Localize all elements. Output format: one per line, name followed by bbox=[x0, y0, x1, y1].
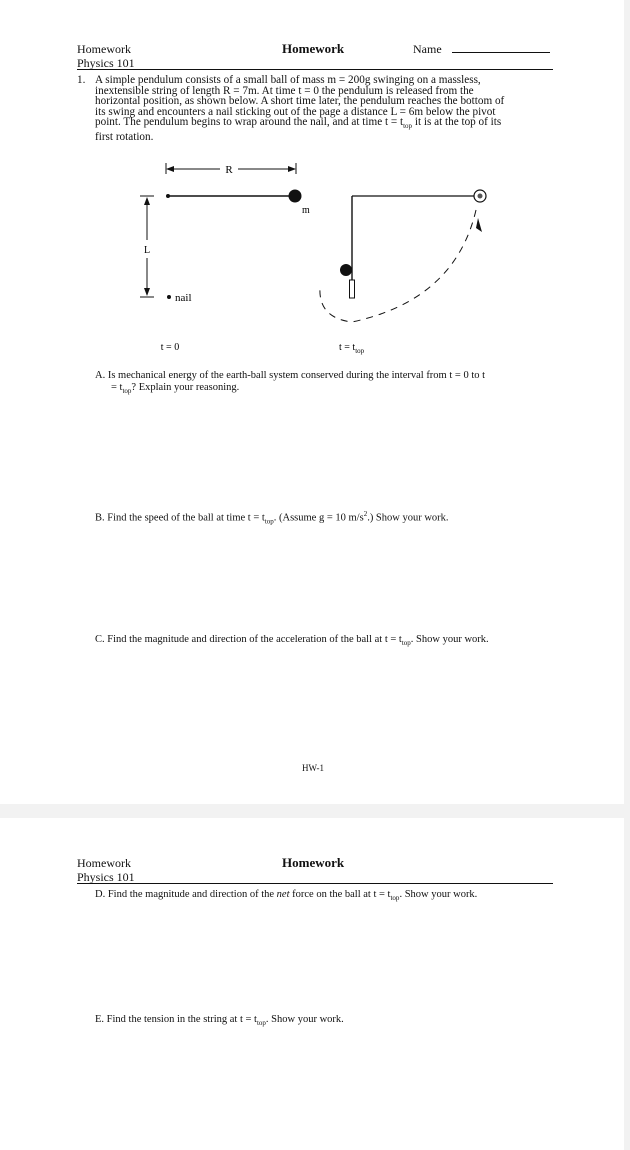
question-c: C. Find the magnitude and direction of the acceleration of the ball at $t = t_{top}$. Show your work. bbox=[95, 634, 489, 648]
mass-label: m bbox=[302, 205, 310, 216]
problem-line: inextensible string of length R = 7m. At time t = 0 the pendulum is released from the bbox=[95, 84, 474, 97]
problem-line: A simple pendulum consists of a small ball of mass m = 200g swinging on a massless, bbox=[95, 74, 481, 86]
r-label: R bbox=[225, 164, 233, 176]
problem-line: horizontal position, as shown below. A short time later, the pendulum reaches the bottom of bbox=[95, 95, 505, 108]
page-number: HW-1 bbox=[302, 763, 324, 773]
problem-number: 1. bbox=[77, 74, 86, 86]
question-d: D. Find the magnitude and direction of the net force on the ball at $t = t_{top}$. Show your work. bbox=[95, 889, 478, 903]
problem-line: its swing and encounters a nail sticking out of the page a distance L = 6m below the pivot bbox=[95, 105, 496, 118]
ball-top bbox=[340, 264, 352, 276]
header-course-block bbox=[77, 856, 135, 884]
nail-label: nail bbox=[175, 292, 192, 304]
problem-line: first rotation. bbox=[95, 131, 154, 144]
l-dimension bbox=[140, 196, 154, 297]
header-homework-label: Homework bbox=[77, 42, 131, 56]
problem-line-5: point. The pendulum begins to wrap around the nail, and at time $t = t_{top}$ it is at the top of its bbox=[95, 116, 502, 131]
pendulum-initial bbox=[166, 190, 310, 217]
header-course-name: Physics 101 bbox=[77, 56, 135, 70]
header-rule bbox=[77, 883, 553, 884]
nail-dot bbox=[167, 295, 171, 299]
page-title: Homework bbox=[282, 855, 345, 870]
name-label: Name bbox=[413, 42, 442, 56]
header-course-name: Physics 101 bbox=[77, 870, 135, 884]
direction-arrow bbox=[476, 218, 482, 232]
question-b: B. Find the speed of the ball at time $t = t_{top}$. (Assume g = 10 $m/s^2$.) Show your work. bbox=[95, 510, 449, 526]
question-e: E. Find the tension in the string at $t = t_{top}$. Show your work. bbox=[95, 1014, 344, 1028]
page-title: Homework bbox=[282, 41, 345, 56]
r-dimension bbox=[166, 163, 296, 176]
l-label: L bbox=[143, 245, 151, 256]
ball bbox=[289, 190, 302, 203]
header-homework-label: Homework bbox=[77, 856, 131, 870]
pendulum-diagram bbox=[0, 0, 624, 370]
caption-t0: t = 0 bbox=[160, 342, 180, 353]
pendulum-top bbox=[320, 190, 486, 322]
nail-peg bbox=[350, 280, 355, 298]
caption-ttop: $t = t_{top}$ bbox=[339, 342, 365, 355]
worksheet-page-2 bbox=[0, 818, 624, 1150]
question-a: A. Is mechanical energy of the earth-ball system conserved during the interval from t = 0 to t = $t_{top}$? Explain your reasoning. bbox=[95, 370, 486, 396]
